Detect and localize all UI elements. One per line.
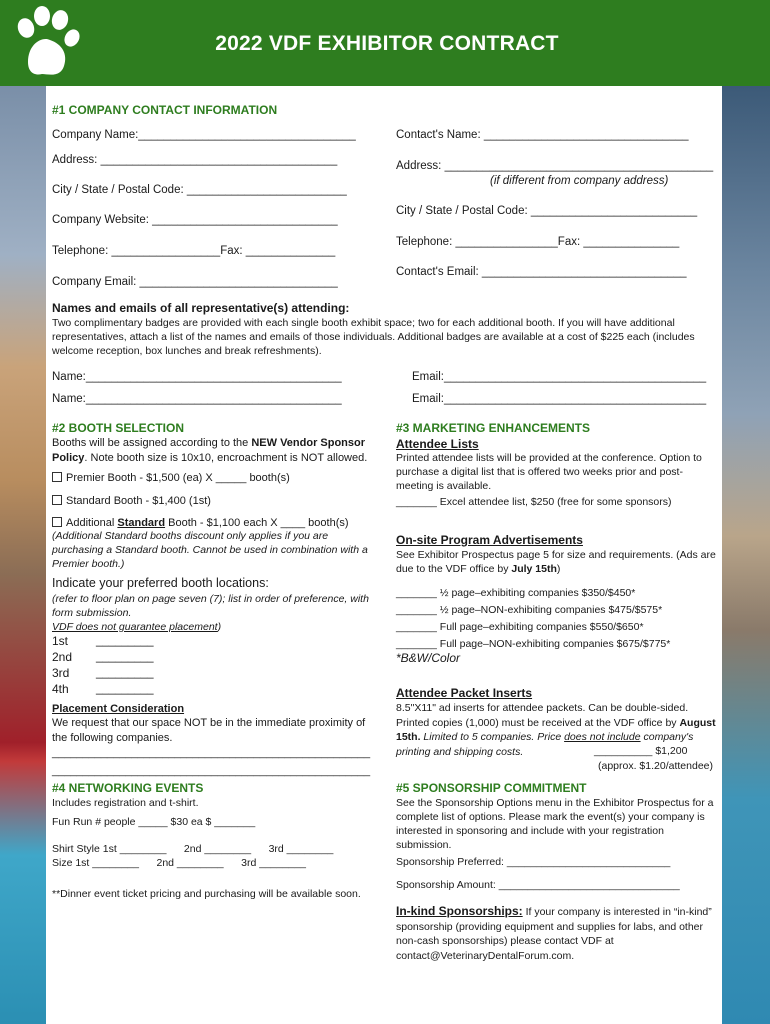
booth-intro: Booths will be assigned according to the NEW Vendor Sponsor Policy. Note booth size is 10x10, encroachment is NOT allowed. bbox=[52, 437, 368, 464]
ad-option-half-exhibiting[interactable]: _______ ½ page–exhibiting companies $350/$450* bbox=[396, 587, 636, 599]
ad-option-full-non-exhibiting[interactable]: _______ Full page–NON-exhibiting companies $675/$775* bbox=[396, 638, 671, 650]
premier-checkbox[interactable] bbox=[52, 472, 62, 482]
locations-note: (refer to floor plan on page seven (7); list in order of preference, with form submission. bbox=[52, 593, 369, 619]
reps-heading: Names and emails of all representative(s) attending: bbox=[52, 301, 350, 315]
contact-city-state-field[interactable]: City / State / Postal Code: __________________________ bbox=[396, 205, 698, 217]
additional-booth-option[interactable]: Additional Standard Booth - $1,100 each X ____ booth(s) bbox=[52, 516, 349, 531]
city-state-field[interactable]: City / State / Postal Code: _________________________ bbox=[52, 184, 347, 196]
telephone-fax-field[interactable]: Telephone: _________________Fax: ______________ bbox=[52, 245, 336, 257]
networking-intro: Includes registration and t-shirt. bbox=[52, 797, 199, 809]
placement-heading: Placement Consideration bbox=[52, 703, 185, 715]
excel-list-option[interactable]: _______ Excel attendee list, $250 (free for some sponsors) bbox=[396, 496, 672, 508]
additional-checkbox[interactable] bbox=[52, 517, 62, 527]
locations-disclaimer: VDF does not guarantee placement) bbox=[52, 621, 222, 633]
section4-heading: #4 NETWORKING EVENTS bbox=[52, 781, 204, 795]
section3-heading: #3 MARKETING ENHANCEMENTS bbox=[396, 421, 591, 435]
attendee-lists-text: Printed attendee lists will be provided at the conference. Option to purchase a digital list that is offered two weeks prior and post-meeting is available. bbox=[396, 452, 702, 492]
attendee-lists-heading: Attendee Lists bbox=[396, 437, 479, 451]
packet-inserts-heading: Attendee Packet Inserts bbox=[396, 686, 533, 700]
section5-heading: #5 SPONSORSHIP COMMITMENT bbox=[396, 781, 587, 795]
section2-heading: #2 BOOTH SELECTION bbox=[52, 421, 185, 435]
company-name-field[interactable]: Company Name:__________________________________ bbox=[52, 129, 356, 141]
background-photo-right bbox=[722, 86, 770, 1024]
page-title: 2022 VDF EXHIBITOR CONTRACT bbox=[215, 32, 559, 55]
program-ads-heading: On-site Program Advertisements bbox=[396, 533, 583, 547]
ad-option-half-non-exhibiting[interactable]: _______ ½ page–NON-exhibiting companies $475/$575* bbox=[396, 604, 663, 616]
additional-booth-note: (Additional Standard booths discount only applies if you are purchasing a Standard booth. Cannot be used in combination with a Premier booth.) bbox=[52, 530, 368, 570]
standard-booth-option[interactable]: Standard Booth - $1,400 (1st) bbox=[52, 494, 211, 509]
rep-name-2[interactable]: Name:________________________________________ bbox=[52, 393, 342, 405]
placement-line-1[interactable]: ____________________________________________________ bbox=[52, 747, 371, 759]
company-email-field[interactable]: Company Email: _______________________________ bbox=[52, 276, 338, 288]
rep-name-1[interactable]: Name:________________________________________ bbox=[52, 371, 342, 383]
packet-price-field[interactable]: __________ $1,200 bbox=[594, 745, 688, 757]
shirt-size-field[interactable]: Size 1st ________ 2nd ________ 3rd ________ bbox=[52, 857, 306, 869]
packet-price-approx: (approx. $1.20/attendee) bbox=[598, 760, 713, 772]
contact-address-field[interactable]: Address: __________________________________________ bbox=[396, 160, 714, 172]
reps-text: Two complimentary badges are provided with each single booth exhibit space; two for each additional booth. If you will have additional representatives, attach a list of the names and emails of those individuals. Additional badges are available at a cost of $225 each (includes welcome reception, box lunches and break refreshments). bbox=[52, 317, 695, 357]
contact-telephone-fax-field[interactable]: Telephone: ________________Fax: _______________ bbox=[396, 236, 680, 248]
background-photo-left bbox=[0, 86, 46, 1024]
header-banner bbox=[0, 0, 770, 86]
packet-inserts-text: 8.5"X11" ad inserts for attendee packets. Can be double-sided. Printed copies (1,000) must be received at the VDF office by August 15th. Limited to 5 companies. Price does not include company's printing and shipping costs. bbox=[396, 702, 716, 758]
locations-heading: Indicate your preferred booth locations: bbox=[52, 576, 269, 590]
rep-email-1[interactable]: Email:_________________________________________ bbox=[412, 371, 707, 383]
standard-checkbox[interactable] bbox=[52, 495, 62, 505]
pref-2-field[interactable]: _________ bbox=[96, 651, 154, 663]
shirt-style-field[interactable]: Shirt Style 1st ________ 2nd ________ 3rd ________ bbox=[52, 843, 334, 855]
website-field[interactable]: Company Website: _____________________________ bbox=[52, 214, 338, 226]
sponsorship-text: See the Sponsorship Options menu in the Exhibitor Prospectus for a complete list of options. Please mark the event(s) your company is interested in sponsoring and include with your registration submission. bbox=[396, 797, 714, 851]
pref-3-label: 3rd bbox=[52, 666, 70, 680]
address-field[interactable]: Address: _____________________________________ bbox=[52, 154, 338, 166]
pref-1-field[interactable]: _________ bbox=[96, 635, 154, 647]
pref-2-label: 2nd bbox=[52, 650, 73, 664]
contact-address-note: (if different from company address) bbox=[490, 175, 669, 187]
pref-1-label: 1st bbox=[52, 634, 69, 648]
bw-color-note: *B&W/Color bbox=[396, 651, 461, 665]
sponsorship-preferred-field[interactable]: Sponsorship Preferred: ____________________________ bbox=[396, 856, 671, 868]
placement-line-2[interactable]: ____________________________________________________ bbox=[52, 765, 371, 777]
pref-4-label: 4th bbox=[52, 682, 69, 696]
dinner-note: **Dinner event ticket pricing and purchasing will be available soon. bbox=[52, 888, 361, 900]
inkind-sponsorship-text: In-kind Sponsorships: If your company is interested in “in-kind” sponsorship (providing equipment and supplies for labs, and other non-cash sponsorships) please contact VDF at contact@VeterinaryDentalForum.com. bbox=[396, 904, 712, 962]
rep-email-2[interactable]: Email:_________________________________________ bbox=[412, 393, 707, 405]
fun-run-field[interactable]: Fun Run # people _____ $30 ea $ _______ bbox=[52, 816, 256, 828]
program-ads-text: See Exhibitor Prospectus page 5 for size and requirements. (Ads are due to the VDF office by July 15th) bbox=[396, 549, 716, 575]
placement-text: We request that our space NOT be in the immediate proximity of the following companies. bbox=[52, 717, 366, 744]
pref-3-field[interactable]: _________ bbox=[96, 667, 154, 679]
premier-booth-option[interactable]: Premier Booth - $1,500 (ea) X _____ booth(s) bbox=[52, 471, 290, 486]
pref-4-field[interactable]: _________ bbox=[96, 683, 154, 695]
paw-logo-icon bbox=[8, 4, 88, 84]
ad-option-full-exhibiting[interactable]: _______ Full page–exhibiting companies $550/$650* bbox=[396, 621, 644, 633]
section1-heading: #1 COMPANY CONTACT INFORMATION bbox=[52, 103, 278, 117]
contact-email-field[interactable]: Contact's Email: ________________________________ bbox=[396, 266, 687, 278]
sponsorship-amount-field[interactable]: Sponsorship Amount: _______________________________ bbox=[396, 879, 680, 891]
contact-name-field[interactable]: Contact's Name: ________________________________ bbox=[396, 129, 689, 141]
